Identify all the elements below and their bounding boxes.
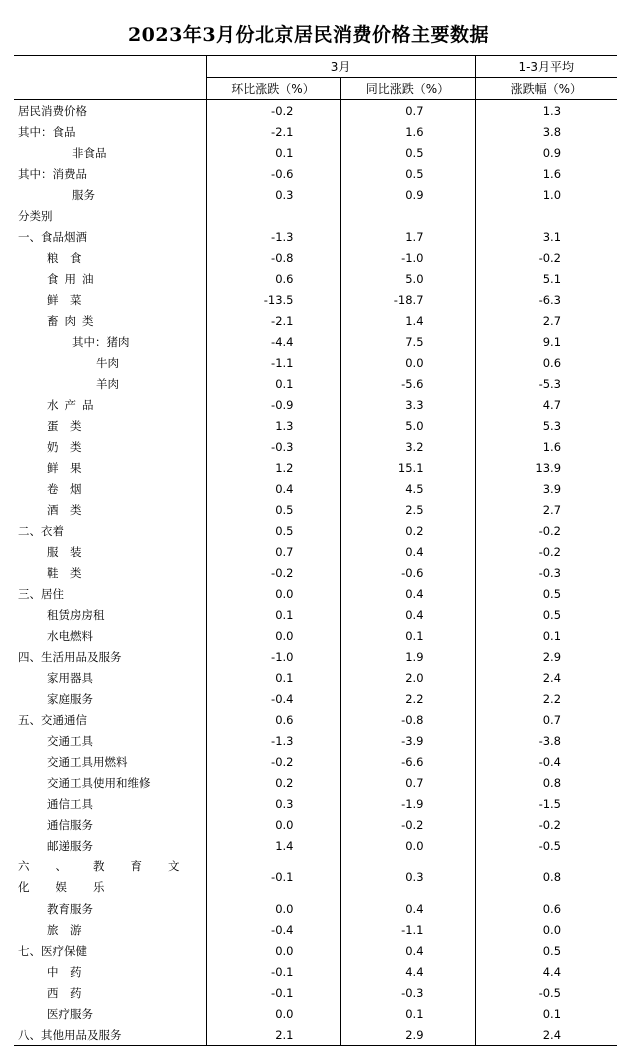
mom-value: 1.4 [206, 835, 340, 856]
avg-value: -0.5 [475, 982, 617, 1003]
yoy-value: 2.9 [340, 1024, 475, 1046]
row-label: 奶 类 [47, 439, 82, 454]
row-label: 酒 类 [47, 502, 82, 517]
mom-value: -0.9 [206, 394, 340, 415]
mom-value: -2.1 [206, 121, 340, 142]
table-row [14, 163, 617, 184]
mom-value: 0.1 [206, 373, 340, 394]
row-label: 七、医疗保健 [18, 943, 87, 958]
row-label: 蛋 类 [47, 418, 82, 433]
table-row [14, 793, 617, 814]
table-row [14, 226, 617, 247]
yoy-value [340, 205, 475, 226]
table-row [14, 940, 617, 961]
row-label: 粮 食 [47, 250, 82, 265]
table-row [14, 562, 617, 583]
mom-value: -4.4 [206, 331, 340, 352]
yoy-value: -1.0 [340, 247, 475, 268]
avg-value: 2.4 [475, 1024, 617, 1046]
mom-value: -1.3 [206, 730, 340, 751]
mom-value: -0.1 [206, 961, 340, 982]
avg-value: -3.8 [475, 730, 617, 751]
mom-value: 0.0 [206, 814, 340, 835]
table-row [14, 814, 617, 835]
row-label: 邮递服务 [47, 838, 93, 853]
avg-value: 1.6 [475, 436, 617, 457]
table-row [14, 898, 617, 919]
row-label: 交通工具使用和维修 [47, 775, 151, 790]
table-row [14, 583, 617, 604]
avg-value: -0.2 [475, 247, 617, 268]
row-label: 羊肉 [96, 376, 119, 391]
row-label: 其中：消费品 [18, 166, 87, 181]
table-row [14, 142, 617, 163]
header-group-month: 3月 [206, 56, 475, 78]
table-row [14, 730, 617, 751]
mom-value: 0.1 [206, 604, 340, 625]
avg-value: 5.1 [475, 268, 617, 289]
table-row [14, 982, 617, 1003]
row-label: 非食品 [72, 145, 107, 160]
row-label: 租赁房房租 [47, 607, 105, 622]
yoy-value: 0.9 [340, 184, 475, 205]
yoy-value: 0.4 [340, 940, 475, 961]
table-row [14, 961, 617, 982]
yoy-value: 0.4 [340, 541, 475, 562]
yoy-value: 7.5 [340, 331, 475, 352]
mom-value: 2.1 [206, 1024, 340, 1046]
yoy-value: 2.5 [340, 499, 475, 520]
mom-value: 0.4 [206, 478, 340, 499]
yoy-value: 0.5 [340, 163, 475, 184]
avg-value: -1.5 [475, 793, 617, 814]
header-group-avg: 1-3月平均 [475, 56, 617, 78]
mom-value: 0.2 [206, 772, 340, 793]
avg-value: 2.2 [475, 688, 617, 709]
table-row [14, 310, 617, 331]
avg-value: -6.3 [475, 289, 617, 310]
mom-value: 0.0 [206, 940, 340, 961]
row-label: 中 药 [47, 964, 82, 979]
yoy-value: 0.1 [340, 625, 475, 646]
table-row [14, 331, 617, 352]
yoy-value: -6.6 [340, 751, 475, 772]
table-row [14, 457, 617, 478]
header-mom: 环比涨跌（%） [206, 78, 340, 100]
mom-value: -0.4 [206, 688, 340, 709]
yoy-value: -5.6 [340, 373, 475, 394]
row-label: 通信服务 [47, 817, 93, 832]
row-label: 三、居住 [18, 586, 64, 601]
avg-value: 0.5 [475, 940, 617, 961]
avg-value: 1.6 [475, 163, 617, 184]
table-row [14, 835, 617, 856]
table-row [14, 268, 617, 289]
avg-value: 2.7 [475, 499, 617, 520]
row-label: 服 装 [47, 544, 82, 559]
table-row [14, 100, 617, 122]
avg-value: -0.2 [475, 814, 617, 835]
yoy-value: 5.0 [340, 415, 475, 436]
table-row [14, 520, 617, 541]
table-row [14, 709, 617, 730]
avg-value: 0.6 [475, 352, 617, 373]
yoy-value: 0.1 [340, 1003, 475, 1024]
yoy-value: -1.9 [340, 793, 475, 814]
row-label: 医疗服务 [47, 1006, 93, 1021]
table-row [14, 772, 617, 793]
row-label: 牛肉 [96, 355, 119, 370]
table-row [14, 478, 617, 499]
mom-value: -0.1 [206, 856, 340, 898]
row-label: 鞋 类 [47, 565, 82, 580]
table-row [14, 604, 617, 625]
mom-value: -13.5 [206, 289, 340, 310]
mom-value: 0.0 [206, 1003, 340, 1024]
row-label: 家用器具 [47, 670, 93, 685]
mom-value: -0.2 [206, 751, 340, 772]
row-label: 交通工具 [47, 733, 93, 748]
avg-value: 0.5 [475, 583, 617, 604]
yoy-value: 0.3 [340, 856, 475, 898]
yoy-value: 5.0 [340, 268, 475, 289]
yoy-value: 15.1 [340, 457, 475, 478]
table-body [14, 100, 617, 1046]
row-label: 畜肉类 [47, 313, 100, 328]
avg-value: 1.3 [475, 100, 617, 122]
avg-value: 2.4 [475, 667, 617, 688]
row-label: 居民消费价格 [18, 103, 87, 118]
avg-value: -0.2 [475, 520, 617, 541]
yoy-value: 4.4 [340, 961, 475, 982]
table-row [14, 667, 617, 688]
row-label: 水电燃料 [47, 628, 93, 643]
mom-value: 0.6 [206, 709, 340, 730]
avg-value: 13.9 [475, 457, 617, 478]
mom-value: 0.1 [206, 142, 340, 163]
header-yoy: 同比涨跌（%） [340, 78, 475, 100]
table-row [14, 352, 617, 373]
avg-value: 0.0 [475, 919, 617, 940]
table-row [14, 646, 617, 667]
row-label: 四、生活用品及服务 [18, 649, 122, 664]
row-label: 食用油 [47, 271, 100, 286]
yoy-value: 0.5 [340, 142, 475, 163]
page-title: 2023年3月份北京居民消费价格主要数据 [127, 24, 490, 46]
mom-value: 0.0 [206, 583, 340, 604]
mom-value: -1.1 [206, 352, 340, 373]
table-row [14, 373, 617, 394]
mom-value: -0.3 [206, 436, 340, 457]
table-row [14, 184, 617, 205]
mom-value: 0.5 [206, 520, 340, 541]
yoy-value: 0.0 [340, 835, 475, 856]
row-label: 分类别 [18, 208, 53, 223]
row-label: 其中：猪肉 [72, 334, 130, 349]
mom-value: -2.1 [206, 310, 340, 331]
mom-value: 0.0 [206, 625, 340, 646]
mom-value: 1.2 [206, 457, 340, 478]
mom-value: 0.3 [206, 184, 340, 205]
avg-value: 2.9 [475, 646, 617, 667]
yoy-value: 0.7 [340, 100, 475, 122]
table-row [14, 415, 617, 436]
yoy-value: 0.4 [340, 604, 475, 625]
mom-value: -0.1 [206, 982, 340, 1003]
mom-value: 0.1 [206, 667, 340, 688]
avg-value: 0.7 [475, 709, 617, 730]
mom-value: -0.2 [206, 562, 340, 583]
table-row [14, 751, 617, 772]
yoy-value: 0.2 [340, 520, 475, 541]
row-label: 六、教育文化娱乐 [18, 859, 206, 894]
yoy-value: 2.0 [340, 667, 475, 688]
table-row [14, 919, 617, 940]
mom-value: -0.6 [206, 163, 340, 184]
table-row [14, 394, 617, 415]
yoy-value: 3.3 [340, 394, 475, 415]
avg-value [475, 205, 617, 226]
table-row [14, 247, 617, 268]
avg-value: 0.1 [475, 1003, 617, 1024]
table-row [14, 121, 617, 142]
row-label: 交通工具用燃料 [47, 754, 128, 769]
avg-value: 4.7 [475, 394, 617, 415]
avg-value: 1.0 [475, 184, 617, 205]
avg-value: -0.2 [475, 541, 617, 562]
mom-value: -0.8 [206, 247, 340, 268]
row-label: 二、衣着 [18, 523, 64, 538]
avg-value: -5.3 [475, 373, 617, 394]
yoy-value: 0.0 [340, 352, 475, 373]
row-label: 其中：食品 [18, 124, 76, 139]
mom-value: -1.3 [206, 226, 340, 247]
table-row [14, 289, 617, 310]
avg-value: 0.5 [475, 604, 617, 625]
row-label: 西 药 [47, 985, 82, 1000]
avg-value: 0.6 [475, 898, 617, 919]
avg-value: 0.1 [475, 625, 617, 646]
table-row [14, 541, 617, 562]
row-label: 服务 [72, 187, 95, 202]
mom-value: 0.5 [206, 499, 340, 520]
table-row [14, 1024, 617, 1046]
row-label: 水产品 [47, 397, 100, 412]
mom-value: -0.2 [206, 100, 340, 122]
table-row [14, 856, 617, 898]
avg-value: 0.8 [475, 772, 617, 793]
avg-value: -0.5 [475, 835, 617, 856]
yoy-value: 1.9 [340, 646, 475, 667]
table-row [14, 205, 617, 226]
cpi-table [14, 55, 617, 1046]
yoy-value: -18.7 [340, 289, 475, 310]
mom-value: 1.3 [206, 415, 340, 436]
row-label: 五、交通通信 [18, 712, 87, 727]
avg-value: 3.8 [475, 121, 617, 142]
yoy-value: -0.6 [340, 562, 475, 583]
row-label: 卷 烟 [47, 481, 82, 496]
yoy-value: -0.8 [340, 709, 475, 730]
yoy-value: -0.3 [340, 982, 475, 1003]
table-row [14, 436, 617, 457]
row-label: 一、食品烟酒 [18, 229, 87, 244]
avg-value: 3.9 [475, 478, 617, 499]
avg-value: -0.3 [475, 562, 617, 583]
yoy-value: -1.1 [340, 919, 475, 940]
header-blank-2 [14, 78, 206, 100]
avg-value: 0.9 [475, 142, 617, 163]
mom-value: 0.6 [206, 268, 340, 289]
avg-value: 9.1 [475, 331, 617, 352]
mom-value: -0.4 [206, 919, 340, 940]
avg-value: 0.8 [475, 856, 617, 898]
mom-value: 0.7 [206, 541, 340, 562]
avg-value: 4.4 [475, 961, 617, 982]
yoy-value: 0.4 [340, 583, 475, 604]
yoy-value: 3.2 [340, 436, 475, 457]
row-label: 八、其他用品及服务 [14, 1024, 206, 1046]
table-row [14, 625, 617, 646]
avg-value: -0.4 [475, 751, 617, 772]
mom-value: 0.0 [206, 898, 340, 919]
row-label: 教育服务 [47, 901, 93, 916]
mom-value: -1.0 [206, 646, 340, 667]
avg-value: 3.1 [475, 226, 617, 247]
yoy-value: 1.6 [340, 121, 475, 142]
row-label: 鲜 菜 [47, 292, 82, 307]
table-row [14, 688, 617, 709]
yoy-value: 1.4 [340, 310, 475, 331]
row-label: 家庭服务 [47, 691, 93, 706]
mom-value: 0.3 [206, 793, 340, 814]
yoy-value: -0.2 [340, 814, 475, 835]
yoy-value: 1.7 [340, 226, 475, 247]
header-avg: 涨跌幅（%） [475, 78, 617, 100]
table-row [14, 1003, 617, 1024]
avg-value: 5.3 [475, 415, 617, 436]
yoy-value: 0.4 [340, 898, 475, 919]
row-label: 旅 游 [47, 922, 82, 937]
mom-value [206, 205, 340, 226]
row-label: 通信工具 [47, 796, 93, 811]
header-blank [14, 56, 206, 78]
yoy-value: 2.2 [340, 688, 475, 709]
table-row [14, 499, 617, 520]
yoy-value: 4.5 [340, 478, 475, 499]
yoy-value: 0.7 [340, 772, 475, 793]
yoy-value: -3.9 [340, 730, 475, 751]
row-label: 鲜 果 [47, 460, 82, 475]
avg-value: 2.7 [475, 310, 617, 331]
